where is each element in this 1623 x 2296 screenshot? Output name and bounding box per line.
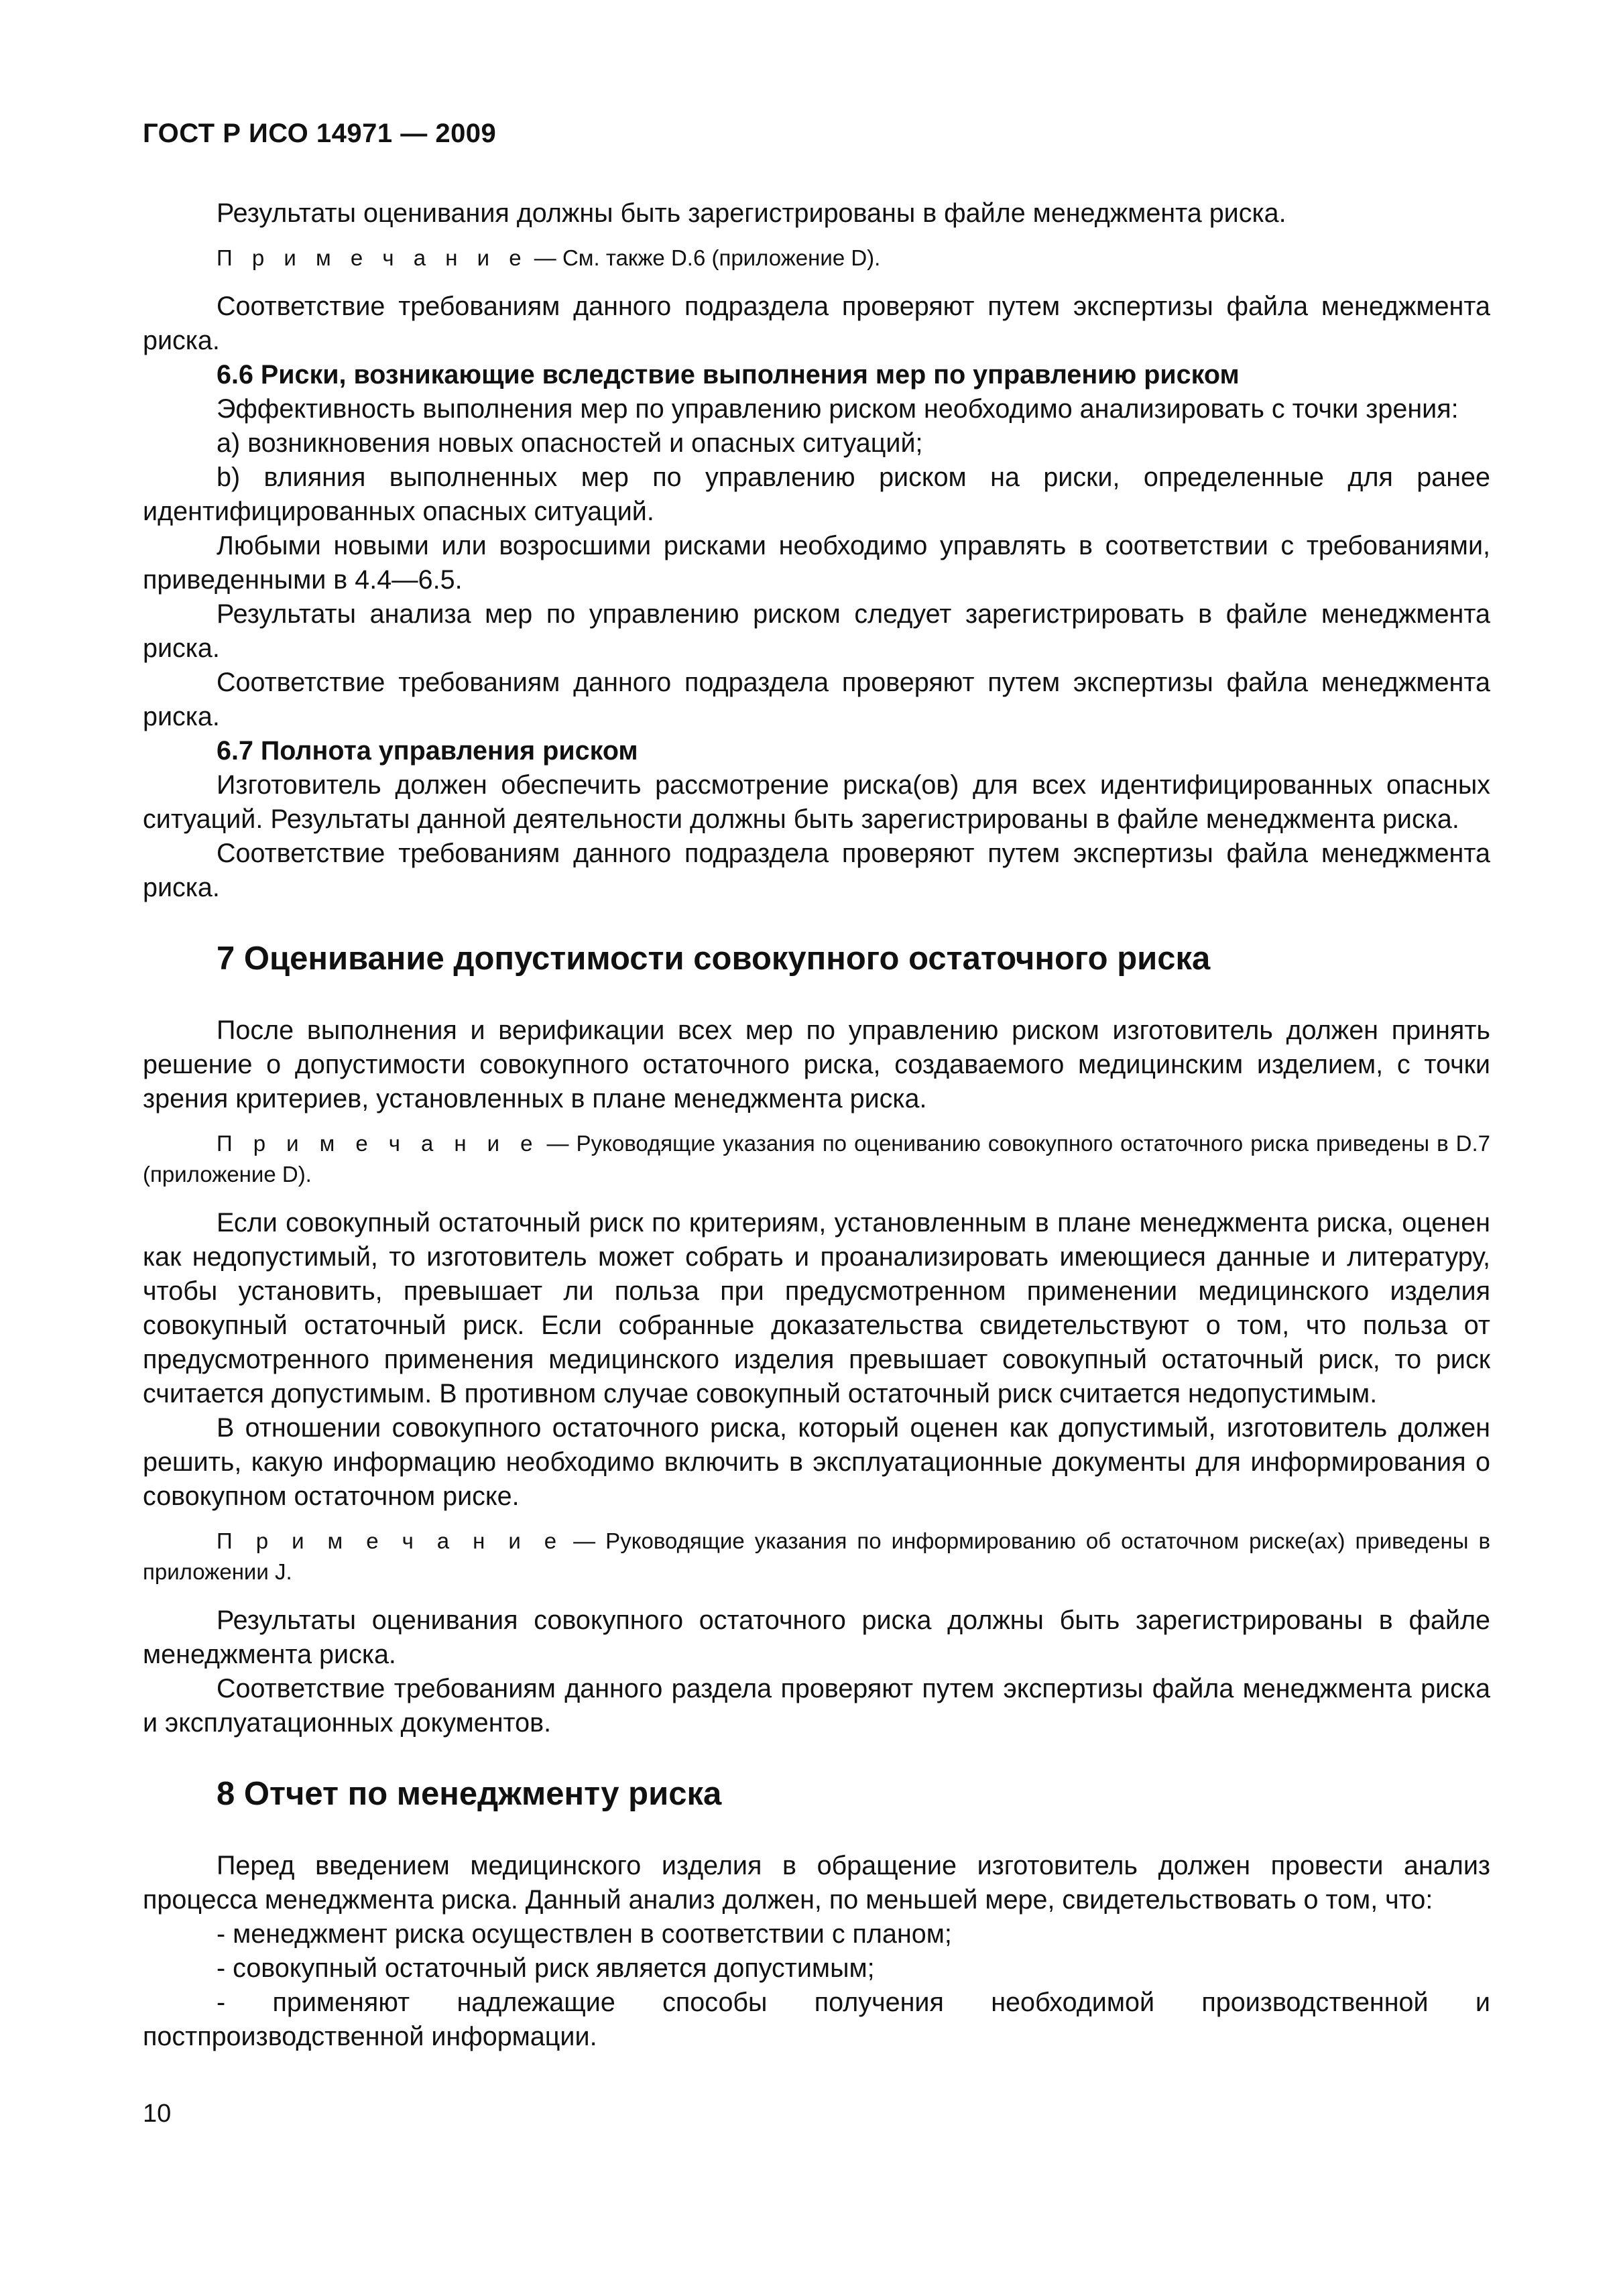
list-item: a) возникновения новых опасностей и опасных ситуаций; [217,428,923,458]
note-text: — Руководящие указания по информированию об остаточном риске(ах) приведены в приложении J. [143,1528,1491,1584]
note-label: П р и м е ч а н и е [217,1528,564,1553]
paragraph: После выполнения и верификации всех мер по управлению риском изготовитель должен принять решение о допустимости совокупного остаточного риска, создаваемого медицинским изделием, с точки зрения критериев, установленных в плане менеджмента риска. [143,1016,1490,1113]
paragraph: Изготовитель должен обеспечить рассмотрение риска(ов) для всех идентифицированных опасных ситуаций. Результаты данной деятельности должны быть зарегистрированы в файле менеджмента риска. [143,770,1490,834]
paragraph: Любыми новыми или возросшими рисками необходимо управлять в соответствии с требованиями, приведенными в 4.4—6.5. [143,531,1490,595]
paragraph: Результаты анализа мер по управлению риском следует зарегистрировать в файле менеджмента риска. [143,599,1490,663]
paragraph: Эффективность выполнения мер по управлению риском необходимо анализировать с точки зрения: [217,394,1459,424]
paragraph: Соответствие требованиям данного раздела проверяют путем экспертизы файла менеджмента риска и эксплуатационных документов. [143,1674,1490,1738]
paragraph: Перед введением медицинского изделия в обращение изготовитель должен провести анализ процесса менеджмента риска. Данный анализ должен, по меньшей мере, свидетельствовать о том, что: [143,1851,1490,1915]
subsection-heading-6-6: 6.6 Риски, возникающие вследствие выполнения мер по управлению риском [217,360,1240,389]
paragraph: Если совокупный остаточный риск по критериям, установленным в плане менеджмента риска, оценен как недопустимый, то изготовитель может собрать и проанализировать имеющиеся данные и литературу, чтобы установить, превышает ли польза при предусмотренном применении медицинского изделия совокупный остаточный риск. Если собранные доказательства свидетельствуют о том, что польза от предусмотренного применения медицинского изделия превышает совокупный остаточный риск, то риск считается допустимым. В противном случае совокупный остаточный риск считается недопустимым. [143,1208,1490,1408]
note-text: — См. также D.6 (приложение D). [534,245,881,270]
paragraph: Соответствие требованиям данного подраздела проверяют путем экспертизы файла менеджмента риска. [143,839,1490,902]
note-label: П р и м е ч а н и е [217,1131,540,1156]
note [143,243,1490,274]
paragraph: Результаты оценивания должны быть зарегистрированы в файле менеджмента риска. [217,198,1286,228]
note [143,1128,1490,1190]
paragraph: Соответствие требованиям данного подраздела проверяют путем экспертизы файла менеджмента риска. [143,292,1490,355]
note [143,1526,1490,1587]
page-number: 10 [143,2100,172,2128]
section-heading-7: 7 Оценивание допустимости совокупного остаточного риска [217,941,1211,977]
paragraph: В отношении совокупного остаточного риска, который оценен как допустимый, изготовитель должен решить, какую информацию необходимо включить в эксплуатационные документы для информирования о совокупном остаточном риске. [143,1413,1490,1511]
paragraph: Соответствие требованиям данного подраздела проверяют путем экспертизы файла менеджмента риска. [143,668,1490,731]
note-text: — Руководящие указания по оцениванию совокупного остаточного риска приведены в D.7 (приложение D). [143,1131,1490,1187]
list-item: - применяют надлежащие способы получения необходимой производственной и постпроизводственной информации. [143,1988,1490,2051]
subsection-heading-6-7: 6.7 Полнота управления риском [217,736,638,766]
paragraph: Результаты оценивания совокупного остаточного риска должны быть зарегистрированы в файле менеджмента риска. [143,1606,1490,1669]
note-label: П р и м е ч а н и е [217,245,528,270]
document-page [143,117,1490,2054]
section-heading-8: 8 Отчет по менеджменту риска [217,1776,722,1812]
list-item: - совокупный остаточный риск является допустимым; [217,1953,875,1983]
document-header: ГОСТ Р ИСО 14971 — 2009 [143,119,497,148]
list-item: - менеджмент риска осуществлен в соответствии с планом; [217,1919,952,1949]
list-item: b) влияния выполненных мер по управлению риском на риски, определенные для ранее идентифицированных опасных ситуаций. [143,463,1490,526]
